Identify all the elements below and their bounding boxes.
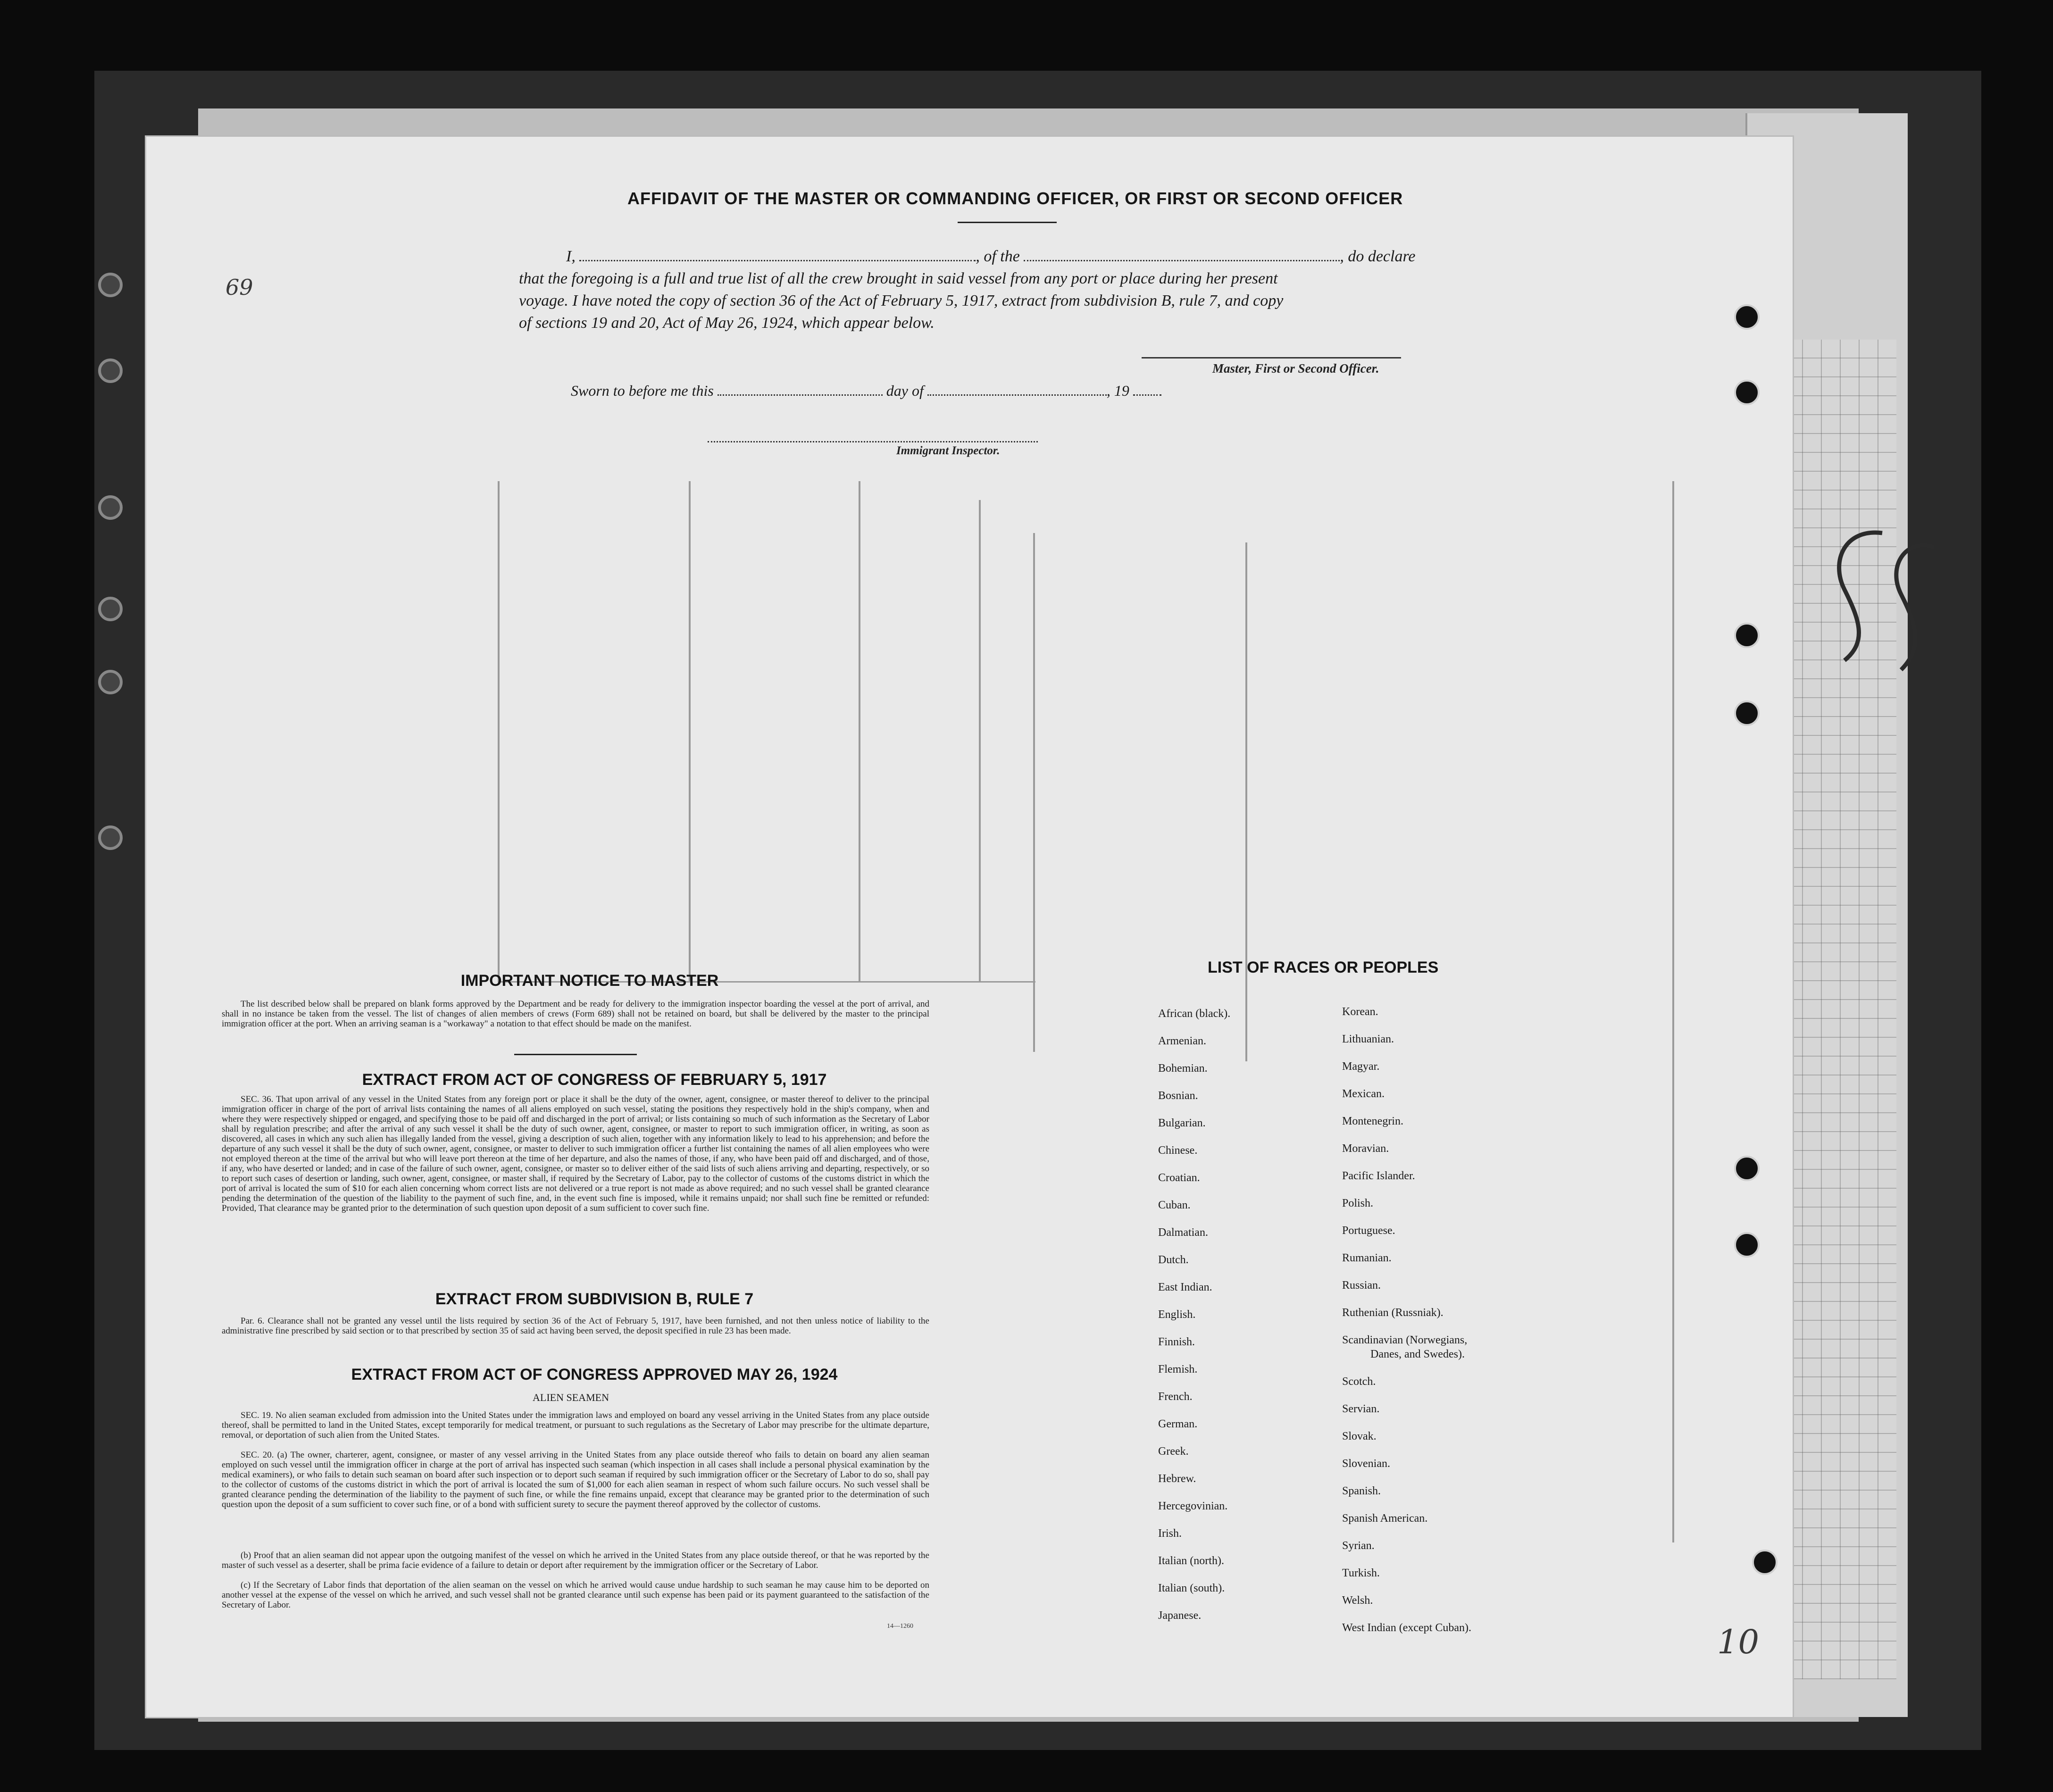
race-item: Dutch. [1158,1254,1189,1266]
binder-hole [98,670,123,694]
race-item: Rumanian. [1342,1252,1392,1264]
race-item: English. [1158,1309,1196,1321]
race-item: Hercegovinian. [1158,1500,1228,1512]
bleed-through-rule [498,481,500,981]
punch-hole [1734,700,1760,726]
sec20a-text: SEC. 20. (a) The owner, charterer, agent, consignee, or master of any vessel arriving in the United States from any place outside thereof who fails to detain on board any alien seaman employed on such vessel until the immigration officer in charge at the port of arrival has inspected such seaman (which inspection in all cases shall include a personal physical examination by the medical examiners), or who fails to detain such seaman on board after such inspection or to deport such seaman if required by such immigration officer or the Secretary of Labor to do so, shall pay to the collector of customs of the customs district in which the port of arrival is located the sum of $1,000 for each alien seaman in respect of whom such failure occurs. No such vessel shall be granted clearance pending the determination of the liability to the payment of such fine, or while the fine remains unpaid, except that clearance may be granted prior to the determination of such question upon the deposit of a sum sufficient to cover such fine, or of a bond with sufficient surety to secure the payment thereof approved by the collector of customs. [222,1450,929,1509]
race-item: Danes, and Swedes). [1370,1348,1465,1360]
race-item: Servian. [1342,1403,1380,1415]
race-item: Armenian. [1158,1035,1206,1047]
race-item: Ruthenian (Russniak). [1342,1307,1444,1319]
vessel-name-field[interactable] [1024,260,1340,261]
race-item: Flemish. [1158,1363,1198,1375]
race-item: Greek. [1158,1445,1189,1458]
rule7-heading: EXTRACT FROM SUBDIVISION B, RULE 7 [435,1290,754,1308]
race-item: Welsh. [1342,1594,1373,1607]
sec19-text: SEC. 19. No alien seaman excluded from admission into the United States under the immigration laws and employed on board any vessel arriving in the United States from any place outside thereof, shall be permitted to land in the United States, except temporarily for medical treatment, or pursuant to such regulations as the Secretary of Labor may prescribe for the ultimate departure, removal, or deportation of such alien from the United States. [222,1410,929,1440]
race-item: Portuguese. [1342,1225,1395,1237]
race-item: Bohemian. [1158,1062,1208,1075]
sworn-year-prefix: , 19 [1106,382,1129,399]
title-rule [958,222,1057,223]
extract-1917-heading: EXTRACT FROM ACT OF CONGRESS OF FEBRUARY 5, 1917 [362,1071,827,1089]
act-1924-heading: EXTRACT FROM ACT OF CONGRESS APPROVED MAY 26, 1924 [351,1366,838,1384]
race-item: African (black). [1158,1008,1231,1020]
punch-hole [1734,380,1760,405]
race-item: Lithuanian. [1342,1033,1394,1045]
race-item: Magyar. [1342,1060,1380,1073]
race-item: Montenegrin. [1342,1115,1403,1127]
race-item: Spanish American. [1342,1512,1428,1525]
sworn-month-field[interactable] [927,394,1107,396]
section-rule [514,1054,637,1055]
race-item: Dalmatian. [1158,1226,1208,1239]
sworn-year-field[interactable] [1133,394,1161,396]
race-item: Italian (north). [1158,1555,1224,1567]
race-item: Slovak. [1342,1430,1377,1442]
binder-hole [98,273,123,297]
race-item: Moravian. [1342,1142,1389,1155]
decl-do-declare: , do declare [1340,248,1416,265]
races-left-column [1158,1008,1230,1637]
bleed-through-rule [1245,542,1247,1061]
race-item: Polish. [1342,1197,1374,1209]
races-right-column [1342,1006,1471,1649]
master-name-field[interactable] [579,260,976,261]
notice-heading: IMPORTANT NOTICE TO MASTER [460,972,719,990]
rule7-text: Par. 6. Clearance shall not be granted any vessel until the lists required by section 36 of the Act of February 5, 1917, have been furnished, and not then unless notice of liability to the administrative fine prescribed by said section or to that prescribed by section 35 of said act having been served, the deposit specified in rule 23 has been made. [222,1316,929,1336]
race-item: Syrian. [1342,1540,1375,1552]
binder-hole [98,597,123,621]
punch-hole [1734,304,1760,330]
decl-line-4: of sections 19 and 20, Act of May 26, 1924, which appear below. [519,314,935,332]
bleed-through-rule [1672,481,1674,1542]
handwritten-number [1816,519,1948,689]
race-item: Slovenian. [1342,1458,1390,1470]
extract-1917-text: SEC. 36. That upon arrival of any vessel in the United States from any foreign port or place it shall be the duty of the owner, agent, consignee, or master thereof to deliver to the principal immigration officer in charge of the port of arrival lists containing the names of all aliens employed on such vessel, stating the positions they respectively hold in the ship's company, when and where they were respectively shipped or engaged, and specifying those to be paid off and discharged in the port of arrival; or lists containing so much of such information as the Secretary of Labor shall by regulation prescribe; and after the arrival of any such vessel it shall be the duty of such owner, agent, consignee, or master to report to such immigration officer, in writing, as soon as discovered, all cases in which any such alien has illegally landed from the vessel, giving a description of such alien, together with any information likely to lead to his apprehension; and before the departure of any such vessel it shall be the duty of such owner, agent, consignee, or master to deliver to such immigration officer a further list containing the names of all alien employees who were not employed thereon at the time of the arrival but who will leave port thereon at the time of her departure, and also the names of those, if any, who have been paid off and discharged, and of those, if any, who have deserted or landed; and in case of the failure of such owner, agent, consignee, or master so to deliver either of the said lists of such aliens arriving and departing, respectively, or so to report such cases of desertion or landing, such owner, agent, consignee, or master shall, if required by the Secretary of Labor, pay to the collector of customs of the customs district in which the port of arrival is located the sum of $10 for each alien concerning whom correct lists are not delivered or a true report is not made as above required; and no such vessel shall be granted clearance pending the determination of the question of the liability to the payment of such fine, and, in the event such fine is imposed, while it remains unpaid; nor shall such fine be remitted or refunded: Provided, That clearance may be granted prior to the determination of such question upon deposit of a sum sufficient to cover such fine. [222,1094,929,1213]
race-item: Pacific Islander. [1342,1170,1415,1182]
race-item: Japanese. [1158,1609,1202,1622]
race-item: Finnish. [1158,1336,1195,1348]
race-item: Korean. [1342,1006,1378,1018]
race-item: German. [1158,1418,1198,1430]
decl-of-the: , of the [976,248,1020,265]
race-item: Chinese. [1158,1144,1198,1157]
inspector-label: Immigrant Inspector. [896,444,1000,457]
race-item: Scotch. [1342,1375,1376,1388]
inspector-signature-field[interactable] [708,440,1038,442]
race-item: Croatian. [1158,1172,1200,1184]
sworn-day-field[interactable] [718,394,883,396]
punch-hole [1752,1550,1778,1575]
bleed-through-rule [1033,533,1035,1052]
bleed-through-rule [979,500,981,981]
race-item: Scandinavian (Norwegians, [1342,1334,1468,1346]
race-item: Bulgarian. [1158,1117,1206,1129]
race-item: Turkish. [1342,1567,1380,1579]
bleed-through-rule [859,481,860,981]
races-heading: LIST OF RACES OR PEOPLES [1208,959,1439,976]
decl-line-3: voyage. I have noted the copy of section 36 of the Act of February 5, 1917, extract from subdivision B, rule 7, and copy [519,292,1284,309]
race-item: West Indian (except Cuban). [1342,1622,1471,1634]
binder-hole [98,358,123,383]
race-item: Spanish. [1342,1485,1381,1497]
decl-line-2: that the foregoing is a full and true list of all the crew brought in said vessel from any port or place during her present [519,270,1278,287]
alien-seamen-subheading: ALIEN SEAMEN [533,1392,609,1403]
sworn-line [571,382,1161,400]
binder-hole [98,495,123,520]
notice-text: The list described below shall be prepared on blank forms approved by the Department and be ready for delivery to the immigration inspector boarding the vessel at the port of arrival, and shall in no instance be taken from the vessel. The list of changes of alien members of crews (Form 689) shall not be retained on board, but shall be delivered by the master to the principal immigration officer at the port. When an arriving seaman is a "workaway" a notation to that effect should be made on the manifest. [222,999,929,1029]
master-signature-field[interactable] [1142,357,1401,358]
master-signature-label: Master, First or Second Officer. [1212,361,1379,375]
bleed-through-rule [689,481,691,981]
decl-i: I, [566,248,576,265]
form-code: 14—1260 [887,1623,913,1630]
race-item: Mexican. [1342,1088,1385,1100]
sec20c-text: (c) If the Secretary of Labor finds that deportation of the alien seaman on the vessel on which he arrived would cause undue hardship to such seaman he may cause him to be deported on another vessel at the expense of the vessel on which he arrived, and such vessel shall not be granted clearance until such expense has been paid or its payment guaranteed to the satisfaction of the Secretary of Labor. [222,1580,929,1610]
affidavit-title: AFFIDAVIT OF THE MASTER OR COMMANDING OFFICER, OR FIRST OR SECOND OFFICER [627,189,1403,208]
race-item: East Indian. [1158,1281,1212,1293]
race-item: Cuban. [1158,1199,1191,1211]
punch-hole [1734,1232,1760,1258]
race-item: Russian. [1342,1279,1381,1292]
declaration-text [519,245,1429,334]
race-item: French. [1158,1391,1193,1403]
sworn-label: Sworn to before me this [571,382,714,399]
margin-mark: 69 [225,275,253,300]
race-item: Bosnian. [1158,1090,1198,1102]
corner-mark: 10 [1717,1623,1760,1661]
sworn-day-of: day of [886,382,924,399]
race-item: Irish. [1158,1527,1182,1540]
punch-hole [1734,1156,1760,1181]
sec20b-text: (b) Proof that an alien seaman did not appear upon the outgoing manifest of the vessel on which he arrived in the United States from any place outside thereof, or that he was reported by the master of such vessel as a deserter, shall be prima facie evidence of a failure to detain or deport after requirement by the immigration officer or the Secretary of Labor. [222,1550,929,1570]
punch-hole [1734,623,1760,648]
race-item: Hebrew. [1158,1473,1196,1485]
race-item: Italian (south). [1158,1582,1225,1594]
binder-hole [98,825,123,850]
